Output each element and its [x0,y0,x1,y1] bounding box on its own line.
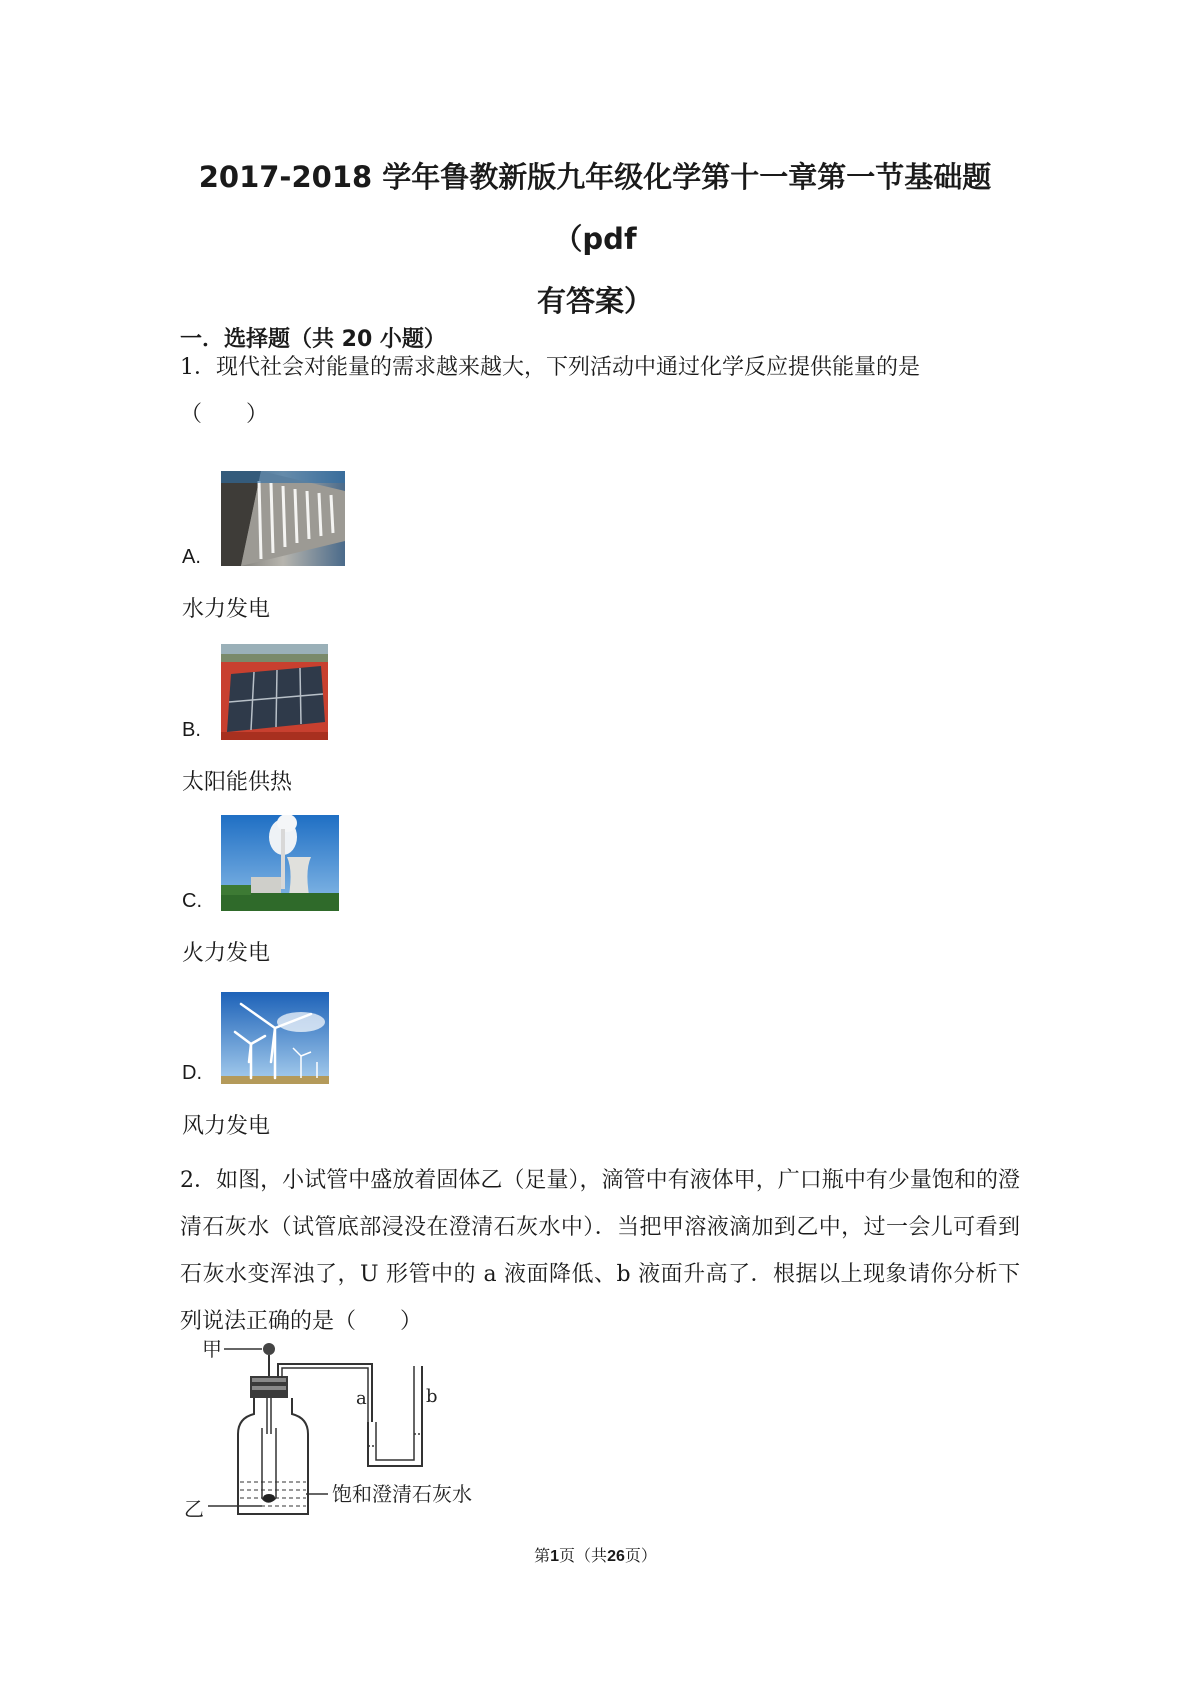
footer-total-pages: 26 [607,1548,625,1565]
title-line-2: 有答案） [536,284,653,318]
footer-suffix: 页） [624,1546,657,1565]
option-d-label: D. [182,1062,202,1084]
label-solution: 饱和澄清石灰水 [332,1482,472,1506]
label-jia: 甲 [202,1338,222,1361]
solar-panels-photo [221,644,328,740]
option-a-label: A. [182,546,201,568]
title-line-1: 2017-2018 学年鲁教新版九年级化学第十一章第一节基础题（pdf [198,160,992,256]
thermal-power-plant-photo [221,815,339,911]
footer-page-number: 1 [550,1548,560,1565]
option-c-label: C. [182,890,202,912]
option-d-caption: 风力发电 [182,1114,271,1139]
footer-middle: 页（共 [559,1546,608,1565]
wind-turbines-photo [221,992,329,1084]
option-b-caption: 太阳能供热 [182,770,293,795]
footer-prefix: 第 [534,1546,551,1565]
apparatus-figure [178,1338,518,1528]
hydropower-dam-photo [221,471,345,566]
label-b: b [426,1386,438,1407]
page-footer [0,1543,1191,1566]
question-1-stem [180,344,1020,438]
question-1-line-1: 1．现代社会对能量的需求越来越大，下列活动中通过化学反应提供能量的是 [180,355,920,380]
option-a-caption: 水力发电 [182,597,271,622]
question-2-stem: 2．如图，小试管中盛放着固体乙（足量），滴管中有液体甲，广口瓶中有少量饱和的澄清石灰水（试管底部浸没在澄清石灰水中）．当把甲溶液滴加到乙中，过一会儿可看到石灰水变浑浊了，U 形管中的 a 液面降低、b 液面升高了．根据以上现象请你分析下列说法正确的是（ ） [180,1168,1020,1334]
section-heading: 一．选择题（共 20 小题） [180,327,446,352]
question-1-line-2: （ ） [180,402,269,427]
document-title [170,146,1020,332]
label-a: a [356,1388,367,1409]
label-yi: 乙 [184,1497,204,1521]
option-b-label: B. [182,719,201,741]
option-c-caption: 火力发电 [182,941,271,966]
